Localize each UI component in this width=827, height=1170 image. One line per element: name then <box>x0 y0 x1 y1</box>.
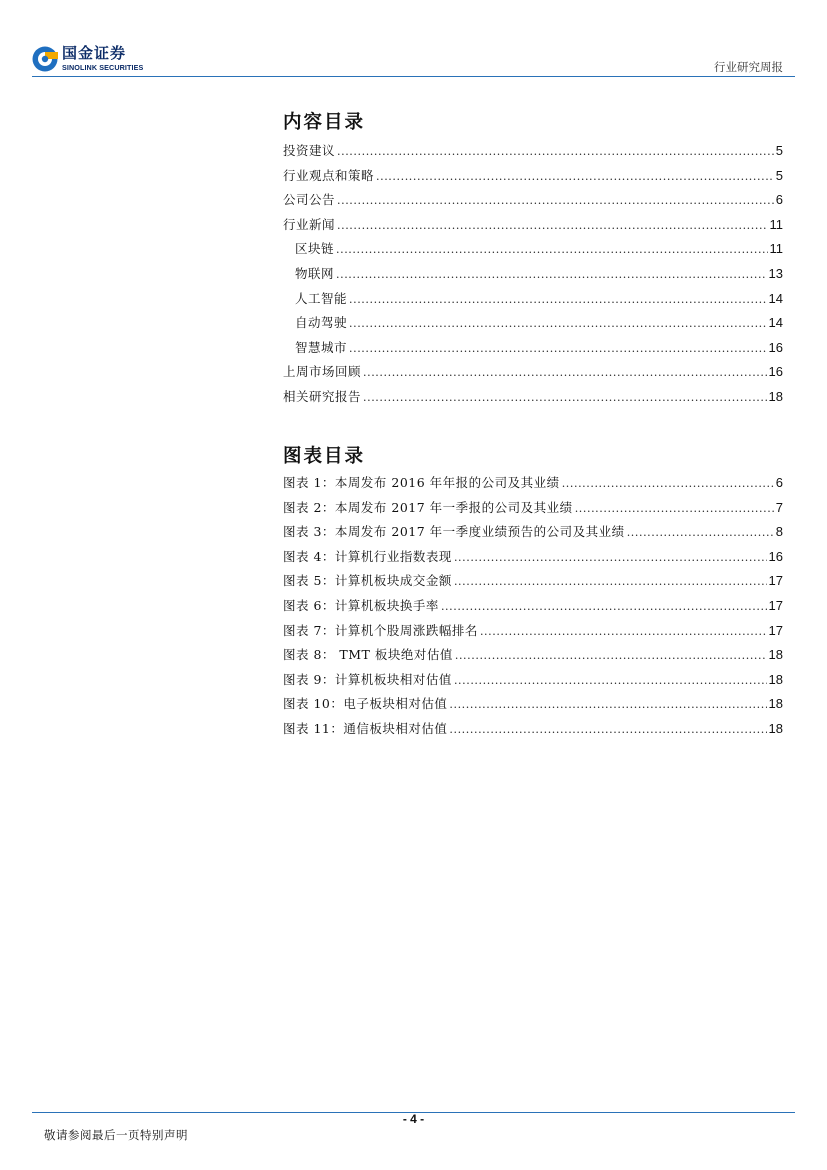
toc-entry[interactable] <box>283 473 783 498</box>
toc-dot-leader <box>441 600 767 613</box>
company-logo <box>32 46 143 72</box>
toc-entry-label: 人工智能 <box>295 290 348 306</box>
toc-entry-page: 5 <box>775 143 783 158</box>
toc-entry-label: 自动驾驶 <box>295 315 348 331</box>
toc-dot-leader <box>337 145 774 158</box>
toc-entry[interactable] <box>283 313 783 338</box>
toc-dot-leader <box>627 526 774 539</box>
toc-entry[interactable] <box>283 387 783 412</box>
toc-entry-label: 图表 7：计算机个股周涨跌幅排名 <box>283 622 478 638</box>
toc-entry[interactable] <box>283 166 783 191</box>
toc-entry-page: 5 <box>775 167 783 183</box>
toc-entry[interactable] <box>283 190 783 215</box>
toc-dot-leader <box>363 391 767 404</box>
toc-entry-label: 图表 3：本周发布 2017 年一季度业绩预告的公司及其业绩 <box>283 524 625 540</box>
toc-dot-leader <box>349 317 767 330</box>
logo-english-name: SINOLINK SECURITIES <box>62 63 144 73</box>
figures-title: 图表目录 <box>283 446 366 467</box>
toc-entry[interactable] <box>283 522 783 547</box>
toc-dot-leader <box>480 625 767 638</box>
toc-dot-leader <box>455 649 767 662</box>
toc-dot-leader <box>363 366 767 379</box>
toc-entry-label: 行业观点和策略 <box>283 167 375 183</box>
toc-entry[interactable] <box>283 498 783 523</box>
toc-entry-label: 投资建议 <box>283 143 336 158</box>
toc-entry-page: 17 <box>768 597 783 613</box>
toc-entry-page: 16 <box>768 364 783 380</box>
toc-dot-leader <box>562 477 774 490</box>
header-divider <box>32 76 795 77</box>
page-number: - 4 - <box>402 1112 425 1126</box>
toc-entry-page: 6 <box>775 192 783 208</box>
contents-list <box>283 141 783 412</box>
toc-entry-page: 7 <box>775 499 783 515</box>
toc-dot-leader <box>449 723 766 736</box>
toc-entry-label: 图表 5：计算机板块成交金额 <box>283 573 452 589</box>
toc-entry-label: 物联网 <box>295 265 335 281</box>
toc-entry[interactable] <box>283 547 783 572</box>
sinolink-logo-icon <box>32 46 58 72</box>
toc-entry-page: 18 <box>768 647 783 663</box>
toc-entry-label: 上周市场回顾 <box>283 364 362 380</box>
toc-dot-leader <box>376 170 774 183</box>
toc-entry-page: 11 <box>769 216 783 232</box>
toc-entry-page: 16 <box>768 548 783 564</box>
toc-entry[interactable] <box>283 141 783 166</box>
contents-title: 内容目录 <box>283 112 366 133</box>
toc-dot-leader <box>449 698 766 711</box>
toc-entry-label: 图表 9：计算机板块相对估值 <box>283 671 452 687</box>
toc-entry-label: 相关研究报告 <box>283 388 362 404</box>
toc-entry[interactable] <box>283 596 783 621</box>
toc-dot-leader <box>454 551 767 564</box>
toc-dot-leader <box>337 219 767 232</box>
toc-entry-page: 18 <box>768 388 783 404</box>
toc-entry-label: 图表 11：通信板块相对估值 <box>283 720 448 736</box>
toc-entry-label: 行业新闻 <box>283 216 336 232</box>
toc-entry-page: 11 <box>769 241 783 257</box>
toc-entry[interactable] <box>283 215 783 240</box>
toc-entry-page: 13 <box>768 265 783 281</box>
toc-entry-label: 图表 4：计算机行业指数表现 <box>283 548 452 564</box>
logo-chinese-name: 国金证券 <box>62 44 127 63</box>
toc-entry-label: 区块链 <box>295 241 335 257</box>
toc-entry-label: 公司公告 <box>283 192 336 208</box>
figures-list <box>283 473 783 744</box>
toc-entry[interactable] <box>283 571 783 596</box>
toc-entry-label: 智慧城市 <box>295 339 348 355</box>
disclaimer-note: 敬请参阅最后一页特别声明 <box>44 1128 188 1142</box>
toc-entry-label: 图表 8： TMT 板块绝对估值 <box>283 647 453 663</box>
toc-entry[interactable] <box>283 719 783 744</box>
toc-entry-page: 18 <box>768 671 783 687</box>
toc-entry-label: 图表 1：本周发布 2016 年年报的公司及其业绩 <box>283 475 560 490</box>
toc-entry-page: 16 <box>768 339 783 355</box>
toc-entry[interactable] <box>283 338 783 363</box>
toc-entry-page: 17 <box>768 622 783 638</box>
toc-dot-leader <box>336 268 767 281</box>
toc-entry-page: 18 <box>768 696 783 712</box>
toc-dot-leader <box>337 194 774 207</box>
toc-entry[interactable] <box>283 670 783 695</box>
toc-entry[interactable] <box>283 621 783 646</box>
toc-entry-label: 图表 2：本周发布 2017 年一季报的公司及其业绩 <box>283 499 573 515</box>
report-type: 行业研究周报 <box>714 60 783 74</box>
toc-entry-page: 18 <box>768 720 783 736</box>
toc-entry[interactable] <box>283 362 783 387</box>
toc-entry-page: 6 <box>775 475 783 490</box>
toc-entry-page: 14 <box>768 290 783 306</box>
toc-entry-page: 17 <box>768 573 783 589</box>
toc-entry-label: 图表 10：电子板块相对估值 <box>283 696 448 712</box>
toc-dot-leader <box>336 243 767 256</box>
toc-entry-label: 图表 6：计算机板块换手率 <box>283 597 439 613</box>
toc-entry-page: 8 <box>775 524 783 540</box>
toc-entry[interactable] <box>283 239 783 264</box>
toc-entry-page: 14 <box>768 315 783 331</box>
toc-entry[interactable] <box>283 645 783 670</box>
toc-dot-leader <box>454 575 767 588</box>
toc-entry[interactable] <box>283 264 783 289</box>
toc-dot-leader <box>575 502 774 515</box>
toc-entry[interactable] <box>283 289 783 314</box>
toc-entry[interactable] <box>283 694 783 719</box>
toc-dot-leader <box>454 674 767 687</box>
toc-dot-leader <box>349 293 767 306</box>
toc-dot-leader <box>349 342 767 355</box>
